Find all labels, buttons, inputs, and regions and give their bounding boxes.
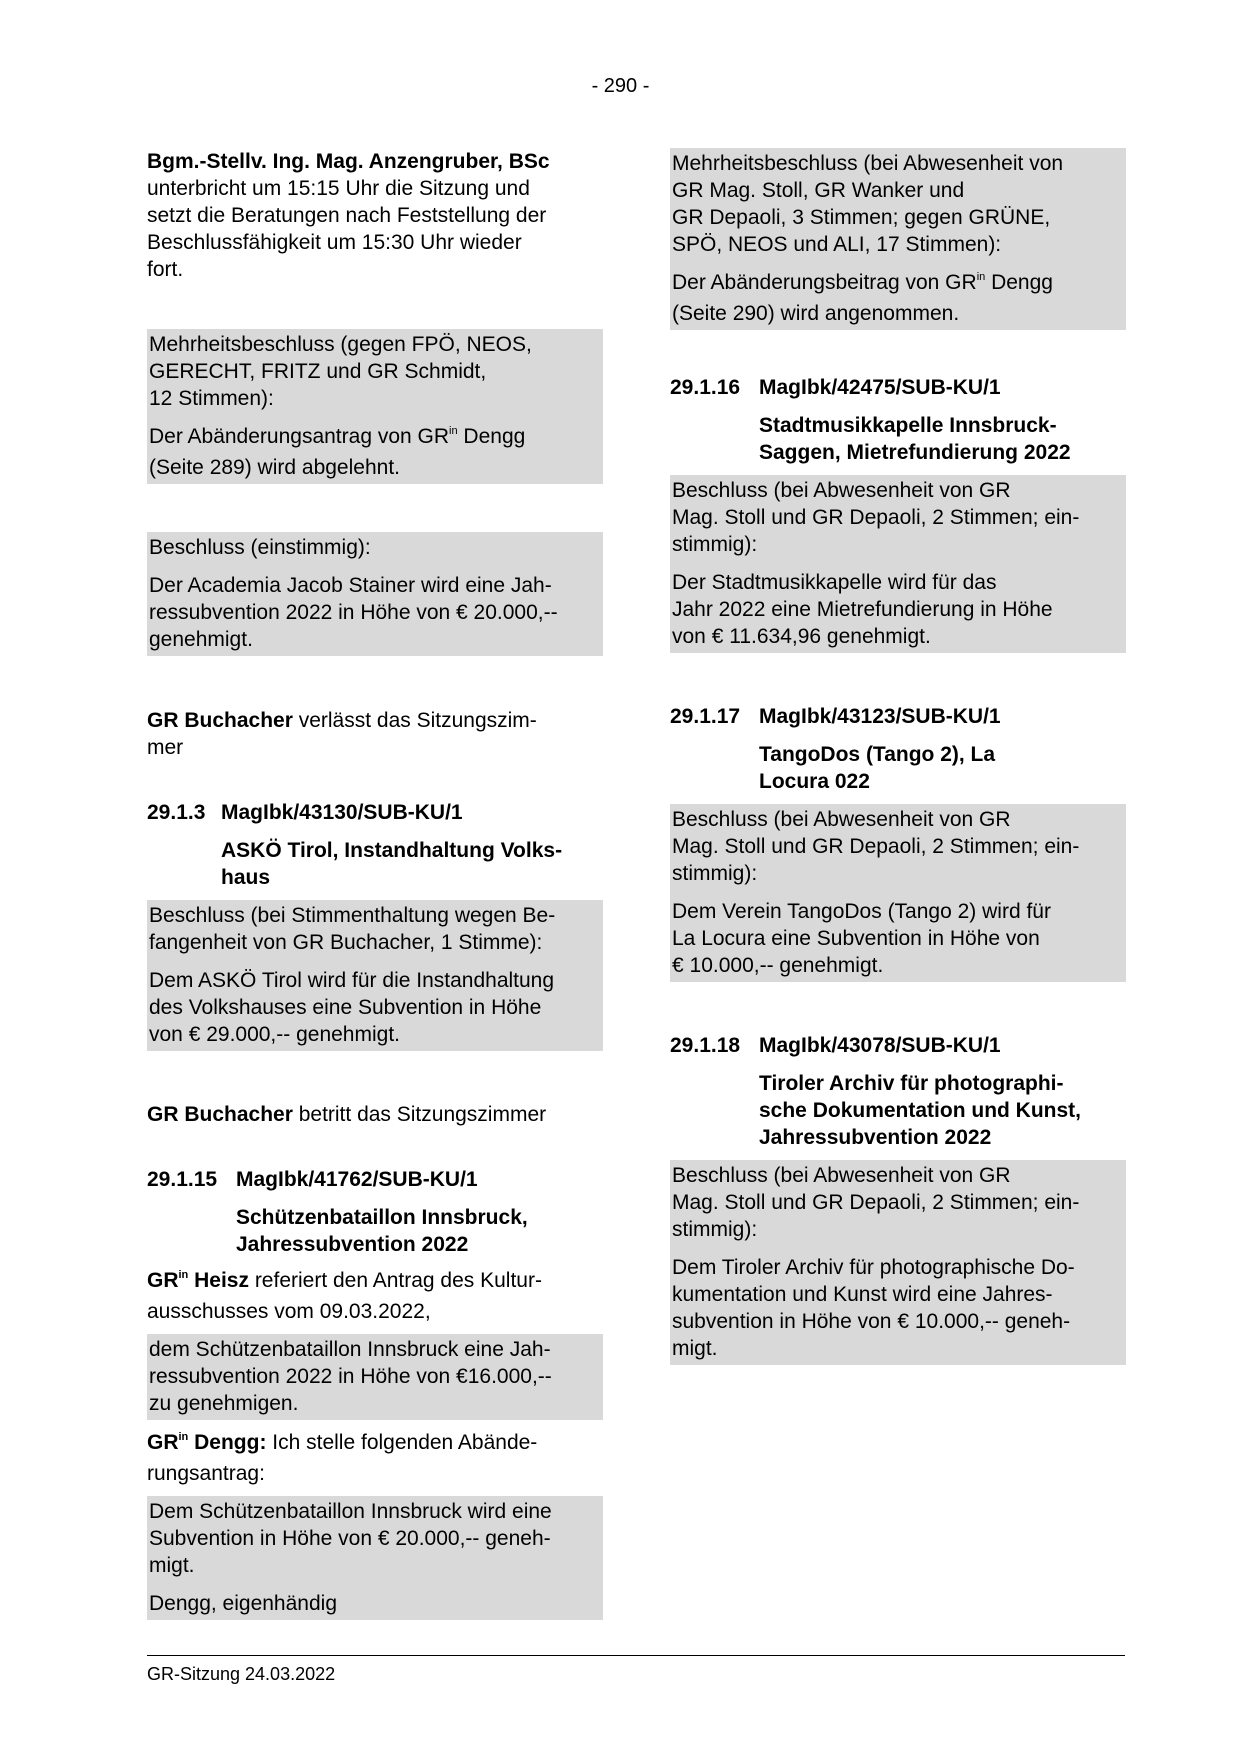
text-line: migt. bbox=[149, 1554, 195, 1577]
resolution-result bbox=[149, 423, 603, 481]
text-line: Dem Schützenbataillon Innsbruck wird eine bbox=[149, 1500, 552, 1523]
text-line: fangenheit von GR Buchacher, 1 Stimme): bbox=[149, 931, 543, 954]
text-line: haus bbox=[221, 866, 271, 889]
text-line: Beschluss (bei Abwesenheit von GR bbox=[672, 808, 1011, 831]
item-number: 29.1.16 bbox=[670, 376, 741, 399]
text-line: genehmigt. bbox=[149, 628, 253, 651]
text-line: mer bbox=[147, 736, 184, 759]
resolution-box bbox=[147, 532, 603, 656]
text-line: € 10.000,-- genehmigt. bbox=[672, 954, 884, 977]
resolution-result bbox=[672, 1254, 1126, 1362]
enter-note bbox=[147, 1101, 603, 1128]
item-number: 29.1.17 bbox=[670, 705, 741, 728]
item-reference: MagIbk/43130/SUB-KU/1 bbox=[221, 801, 463, 824]
text-line bbox=[670, 703, 1126, 730]
text-span: betritt das Sitzungszimmer bbox=[292, 1103, 547, 1126]
text-line: ressubvention 2022 in Höhe von €16.000,-- bbox=[149, 1365, 552, 1388]
speaker-name: Bgm.-Stellv. Ing. Mag. Anzengruber, BSc bbox=[147, 150, 550, 173]
text-line bbox=[670, 374, 1126, 401]
item-title bbox=[221, 837, 603, 891]
text-line: Dem Tiroler Archiv für photographische Do- bbox=[672, 1256, 1075, 1279]
text-line bbox=[147, 799, 603, 826]
item-number: 29.1.15 bbox=[147, 1168, 218, 1191]
text-line: Jahressubvention 2022 bbox=[236, 1233, 469, 1256]
text-line: ressubvention 2022 in Höhe von € 20.000,-- bbox=[149, 601, 558, 624]
text-span: verlässt das Sitzungszim- bbox=[292, 709, 537, 732]
item-reference: MagIbk/43078/SUB-KU/1 bbox=[759, 1034, 1001, 1057]
referent-paragraph bbox=[147, 1267, 603, 1325]
text-line: Subvention in Höhe von € 20.000,-- geneh- bbox=[149, 1527, 551, 1550]
text-line: unterbricht um 15:15 Uhr die Sitzung und bbox=[147, 177, 530, 200]
text-line bbox=[147, 707, 603, 734]
text-line: rungsantrag: bbox=[147, 1462, 265, 1485]
resolution-result bbox=[672, 569, 1126, 650]
text-line: Stadtmusikkapelle Innsbruck- bbox=[759, 414, 1057, 437]
text-line: stimmig): bbox=[672, 862, 758, 885]
vote-statement bbox=[149, 902, 603, 956]
text-span: Der Abänderungsantrag von GR bbox=[149, 425, 450, 448]
text-line bbox=[149, 423, 603, 454]
text-line: (Seite 289) wird abgelehnt. bbox=[149, 456, 400, 479]
superscript: in bbox=[178, 1431, 189, 1443]
resolution-box bbox=[670, 475, 1126, 653]
text-line: Beschlussfähigkeit um 15:30 Uhr wieder bbox=[147, 231, 522, 254]
text-line: setzt die Beratungen nach Feststellung der bbox=[147, 204, 547, 227]
agenda-item-heading bbox=[147, 1166, 603, 1258]
text-line: stimmig): bbox=[672, 1218, 758, 1241]
text-line: Jahressubvention 2022 bbox=[759, 1126, 992, 1149]
text-line: Beschluss (bei Abwesenheit von GR bbox=[672, 479, 1011, 502]
text-line: GR Mag. Stoll, GR Wanker und bbox=[672, 179, 965, 202]
amendment-signature: Dengg, eigenhändig bbox=[149, 1592, 337, 1615]
motion-box bbox=[147, 1334, 603, 1420]
item-title bbox=[236, 1204, 603, 1258]
agenda-item-heading bbox=[670, 1032, 1126, 1151]
item-reference: MagIbk/42475/SUB-KU/1 bbox=[759, 376, 1001, 399]
text-line: Mehrheitsbeschluss (bei Abwesenheit von bbox=[672, 152, 1064, 175]
text-line: Beschluss (bei Abwesenheit von GR bbox=[672, 1164, 1011, 1187]
item-title bbox=[759, 412, 1126, 466]
superscript: in bbox=[449, 425, 458, 437]
text-span: GR bbox=[147, 1269, 179, 1292]
footer-text: GR-Sitzung 24.03.2022 bbox=[147, 1664, 336, 1684]
text-span: referiert den Antrag des Kultur- bbox=[248, 1269, 542, 1292]
text-line: (Seite 290) wird angenommen. bbox=[672, 302, 960, 325]
text-line: von € 11.634,96 genehmigt. bbox=[672, 625, 931, 648]
member-name: GR Buchacher bbox=[147, 709, 293, 732]
item-reference: MagIbk/41762/SUB-KU/1 bbox=[236, 1168, 478, 1191]
text-line: GR Depaoli, 3 Stimmen; gegen GRÜNE, bbox=[672, 206, 1051, 229]
vote-statement: Beschluss (einstimmig): bbox=[149, 536, 371, 559]
interrupt-paragraph bbox=[147, 148, 603, 283]
text-line: zu genehmigen. bbox=[149, 1392, 299, 1415]
text-line bbox=[147, 1267, 603, 1298]
item-title bbox=[759, 741, 1126, 795]
text-line bbox=[670, 1032, 1126, 1059]
text-line bbox=[147, 1166, 603, 1193]
resolution-result bbox=[149, 572, 603, 653]
text-span: Ich stelle folgenden Abände- bbox=[266, 1431, 538, 1454]
member-name: GR Buchacher bbox=[147, 1103, 293, 1126]
text-line: Beschluss (bei Stimmenthaltung wegen Be- bbox=[149, 904, 556, 927]
text-line: des Volkshauses eine Subvention in Höhe bbox=[149, 996, 542, 1019]
agenda-item-heading bbox=[670, 374, 1126, 466]
superscript: in bbox=[178, 1269, 189, 1281]
left-column bbox=[147, 148, 603, 1620]
item-reference: MagIbk/43123/SUB-KU/1 bbox=[759, 705, 1001, 728]
resolution-box bbox=[670, 804, 1126, 982]
resolution-result bbox=[672, 898, 1126, 979]
resolution-box bbox=[147, 900, 603, 1051]
agenda-item-heading bbox=[670, 703, 1126, 795]
amendment-box bbox=[147, 1496, 603, 1620]
text-line: kumentation und Kunst wird eine Jahres- bbox=[672, 1283, 1053, 1306]
footer-divider bbox=[147, 1655, 1125, 1656]
text-line: Dem Verein TangoDos (Tango 2) wird für bbox=[672, 900, 1051, 923]
resolution-box bbox=[670, 148, 1126, 330]
text-line: TangoDos (Tango 2), La bbox=[759, 743, 996, 766]
text-span: GR bbox=[147, 1431, 179, 1454]
text-line bbox=[147, 1429, 603, 1460]
agenda-item-heading bbox=[147, 799, 603, 891]
text-line: von € 29.000,-- genehmigt. bbox=[149, 1023, 400, 1046]
text-line: Mag. Stoll und GR Depaoli, 2 Stimmen; ein- bbox=[672, 835, 1080, 858]
vote-statement bbox=[672, 806, 1126, 887]
vote-statement bbox=[672, 477, 1126, 558]
resolution-result bbox=[149, 967, 603, 1048]
text-line: Jahr 2022 eine Mietrefundierung in Höhe bbox=[672, 598, 1053, 621]
text-line: Saggen, Mietrefundierung 2022 bbox=[759, 441, 1071, 464]
text-line: Locura 022 bbox=[759, 770, 870, 793]
text-line: subvention in Höhe von € 10.000,-- geneh- bbox=[672, 1310, 1071, 1333]
text-line: ASKÖ Tirol, Instandhaltung Volks- bbox=[221, 839, 563, 862]
text-line: ausschusses vom 09.03.2022, bbox=[147, 1300, 431, 1323]
amendment-intro bbox=[147, 1429, 603, 1487]
text-span: Dengg bbox=[457, 425, 526, 448]
vote-statement bbox=[672, 1162, 1126, 1243]
text-line: dem Schützenbataillon Innsbruck eine Jah- bbox=[149, 1338, 551, 1361]
text-span: Dengg bbox=[985, 271, 1053, 294]
superscript: in bbox=[976, 271, 986, 283]
text-line bbox=[672, 269, 1126, 300]
text-line: Mag. Stoll und GR Depaoli, 2 Stimmen; ein- bbox=[672, 1191, 1080, 1214]
resolution-box bbox=[670, 1160, 1126, 1365]
page-number: - 290 - bbox=[591, 75, 650, 97]
item-number: 29.1.18 bbox=[670, 1034, 741, 1057]
right-column bbox=[670, 148, 1126, 1365]
text-line: stimmig): bbox=[672, 533, 758, 556]
text-line: La Locura eine Subvention in Höhe von bbox=[672, 927, 1040, 950]
text-line: fort. bbox=[147, 258, 184, 281]
text-line: Schützenbataillon Innsbruck, bbox=[236, 1206, 528, 1229]
text-line: GERECHT, FRITZ und GR Schmidt, bbox=[149, 360, 487, 383]
text-line: sche Dokumentation und Kunst, bbox=[759, 1099, 1082, 1122]
text-line: SPÖ, NEOS und ALI, 17 Stimmen): bbox=[672, 233, 1002, 256]
text-line: Mehrheitsbeschluss (gegen FPÖ, NEOS, bbox=[149, 333, 532, 356]
text-line: Der Stadtmusikkapelle wird für das bbox=[672, 571, 997, 594]
text-line: Der Academia Jacob Stainer wird eine Jah- bbox=[149, 574, 552, 597]
text-line: migt. bbox=[672, 1337, 718, 1360]
text-span: Der Abänderungsbeitrag von GR bbox=[672, 271, 977, 294]
item-number: 29.1.3 bbox=[147, 801, 206, 824]
member-name: Heisz bbox=[188, 1269, 249, 1292]
text-line: Tiroler Archiv für photographi- bbox=[759, 1072, 1064, 1095]
vote-statement bbox=[149, 331, 603, 412]
resolution-box bbox=[147, 329, 603, 484]
item-title bbox=[759, 1070, 1126, 1151]
text-line: 12 Stimmen): bbox=[149, 387, 274, 410]
text-line: Mag. Stoll und GR Depaoli, 2 Stimmen; ein- bbox=[672, 506, 1080, 529]
leave-note bbox=[147, 707, 603, 761]
vote-statement bbox=[672, 150, 1126, 258]
text-line: Dem ASKÖ Tirol wird für die Instandhaltung bbox=[149, 969, 555, 992]
resolution-result bbox=[672, 269, 1126, 327]
amendment-text bbox=[149, 1498, 603, 1579]
member-name: Dengg: bbox=[188, 1431, 267, 1454]
